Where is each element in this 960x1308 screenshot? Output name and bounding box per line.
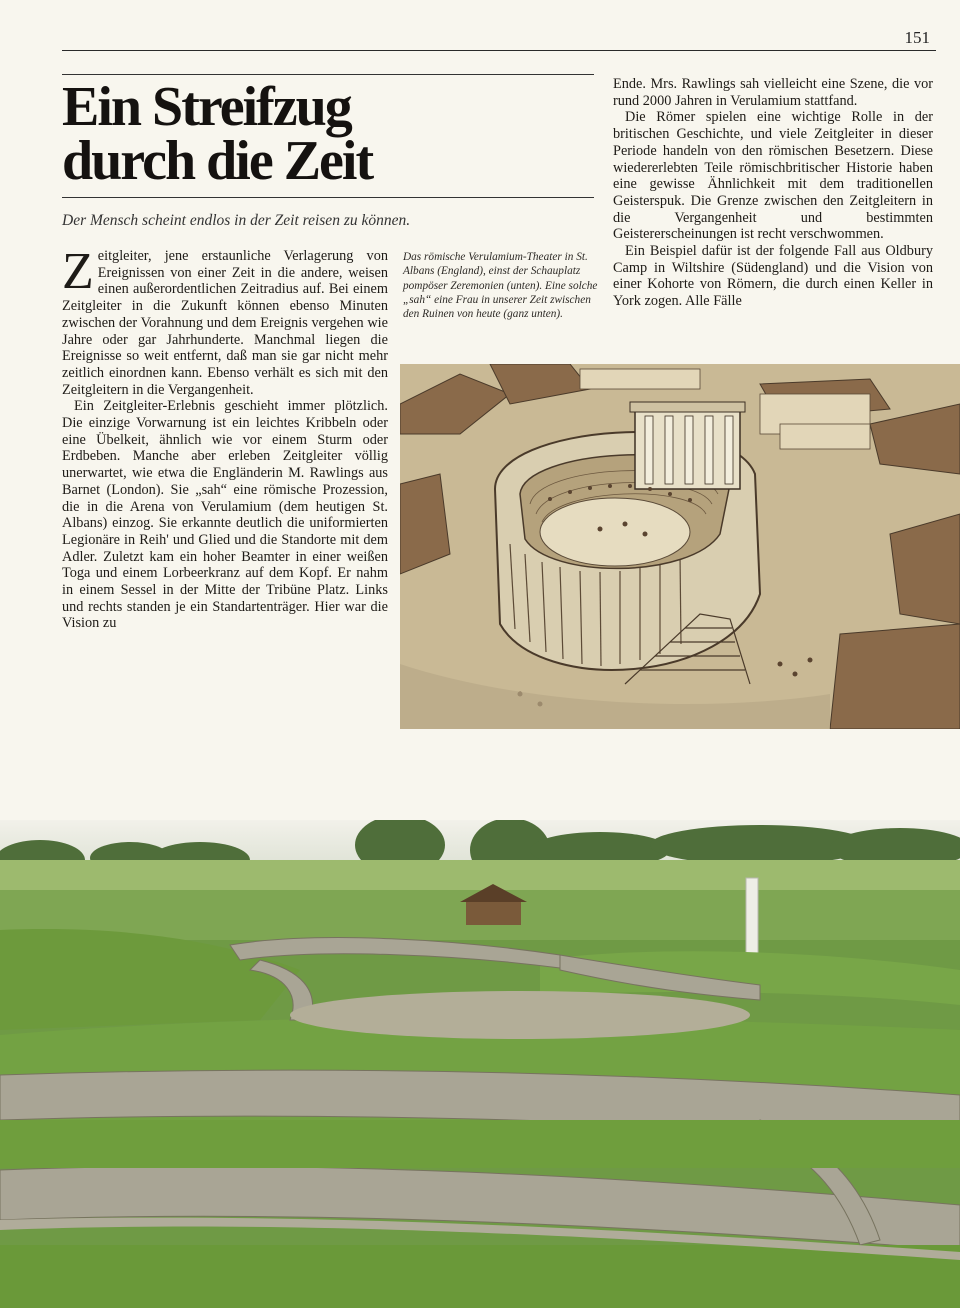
title-line-2: durch die Zeit [62, 130, 373, 192]
right-paragraph-1: Ende. Mrs. Rawlings sah vielleicht eine Szene, die vor rund 2000 Jahren in Verulamium stattfand. [613, 76, 933, 109]
roman-theatre-illustration [400, 364, 960, 729]
headline-rule-bottom [62, 197, 594, 198]
headline-rule-top [62, 74, 594, 75]
left-paragraph-1: Zeitgleiter, jene erstaunliche Verlagerung von Ereignissen von einer Zeit in die andere, weisen einen außerordentlichen Zeitradius auf. Bei einem Zeitgleiter in die Zukunft können ebenso Minuten zwischen der Vorahnung und dem Ereignis vergehen wie Jahre oder gar Jahrhunderte. Manchmal liegen die Ereignisse so weit entfernt, daß man sie gar nicht mehr zeitlich einordnen kann. Ebenso verhält es sich mit den Zeitgleitern in die Vergangenheit. [62, 243, 388, 398]
article-subtitle: Der Mensch scheint endlos in der Zeit reisen zu können. [62, 212, 411, 229]
title-line-1: Ein Streifzug [62, 76, 351, 138]
ruins-photo [0, 820, 960, 1308]
page-number: 151 [904, 28, 930, 47]
right-paragraph-2: Die Römer spielen eine wichtige Rolle in der britischen Geschichte, und viele Zeitgleiter in dieser Periode handeln von den römischen Besetzern. Diese wiedererlebten Teile römischbritischer Historie haben eine gewisse Ähnlichkeit mit dem traditionellen Geisterspuk. Die Grenze zwischen den Zeitgleitern in die Vergangenheit und bestimmten Geistererscheinungen ist recht verschwommen. [613, 109, 933, 243]
top-rule [62, 50, 936, 51]
theatre-drawing [400, 364, 960, 729]
right-paragraph-3: Ein Beispiel dafür ist der folgende Fall aus Oldbury Camp in Wiltshire (Südengland) und die Vision von einer Kohorte von Römern, die durch einen Keller in York zogen. Alle Fälle [613, 243, 933, 310]
ruins-landscape [0, 820, 960, 1308]
left-paragraph-2: Ein Zeitgleiter-Erlebnis geschieht immer plötzlich. Die einzige Vorwarnung ist ein leichtes Kribbeln oder eine Übelkeit, ähnlich wie vor einem Sturm oder Erdbeben. Manche aber erleben Zeitgleiter völlig unerwartet, wie etwa die Engländerin M. Rawlings aus Barnet (London). Sie „sah“ eine römische Prozession, die in die Arena von Verulamium (dem heutigen St. Albans) einzog. Sie erkannte deutlich die uniformierten Legionäre in Reih' und Glied und die Standorte mit dem Adler. Zuletzt kam ein hoher Beamter in einer weißen Toga und einem Lorbeerkranz auf dem Kopf. Er nahm in einem Sessel in der Mitte der Tribüne Platz. Links und rechts standen je ein Standartenträger. Hier war die Vision zu [62, 398, 388, 632]
right-text-column [613, 76, 933, 310]
article-title [62, 76, 592, 192]
left-text-column [62, 243, 388, 632]
illustration-caption: Das römische Verulamium-Theater in St. Albans (England), einst der Schauplatz pompöser Zeremonien (unten). Eine solche „sah“ eine Frau in unserer Zeit zwischen den Ruinen von heute (ganz unten). [403, 251, 598, 321]
